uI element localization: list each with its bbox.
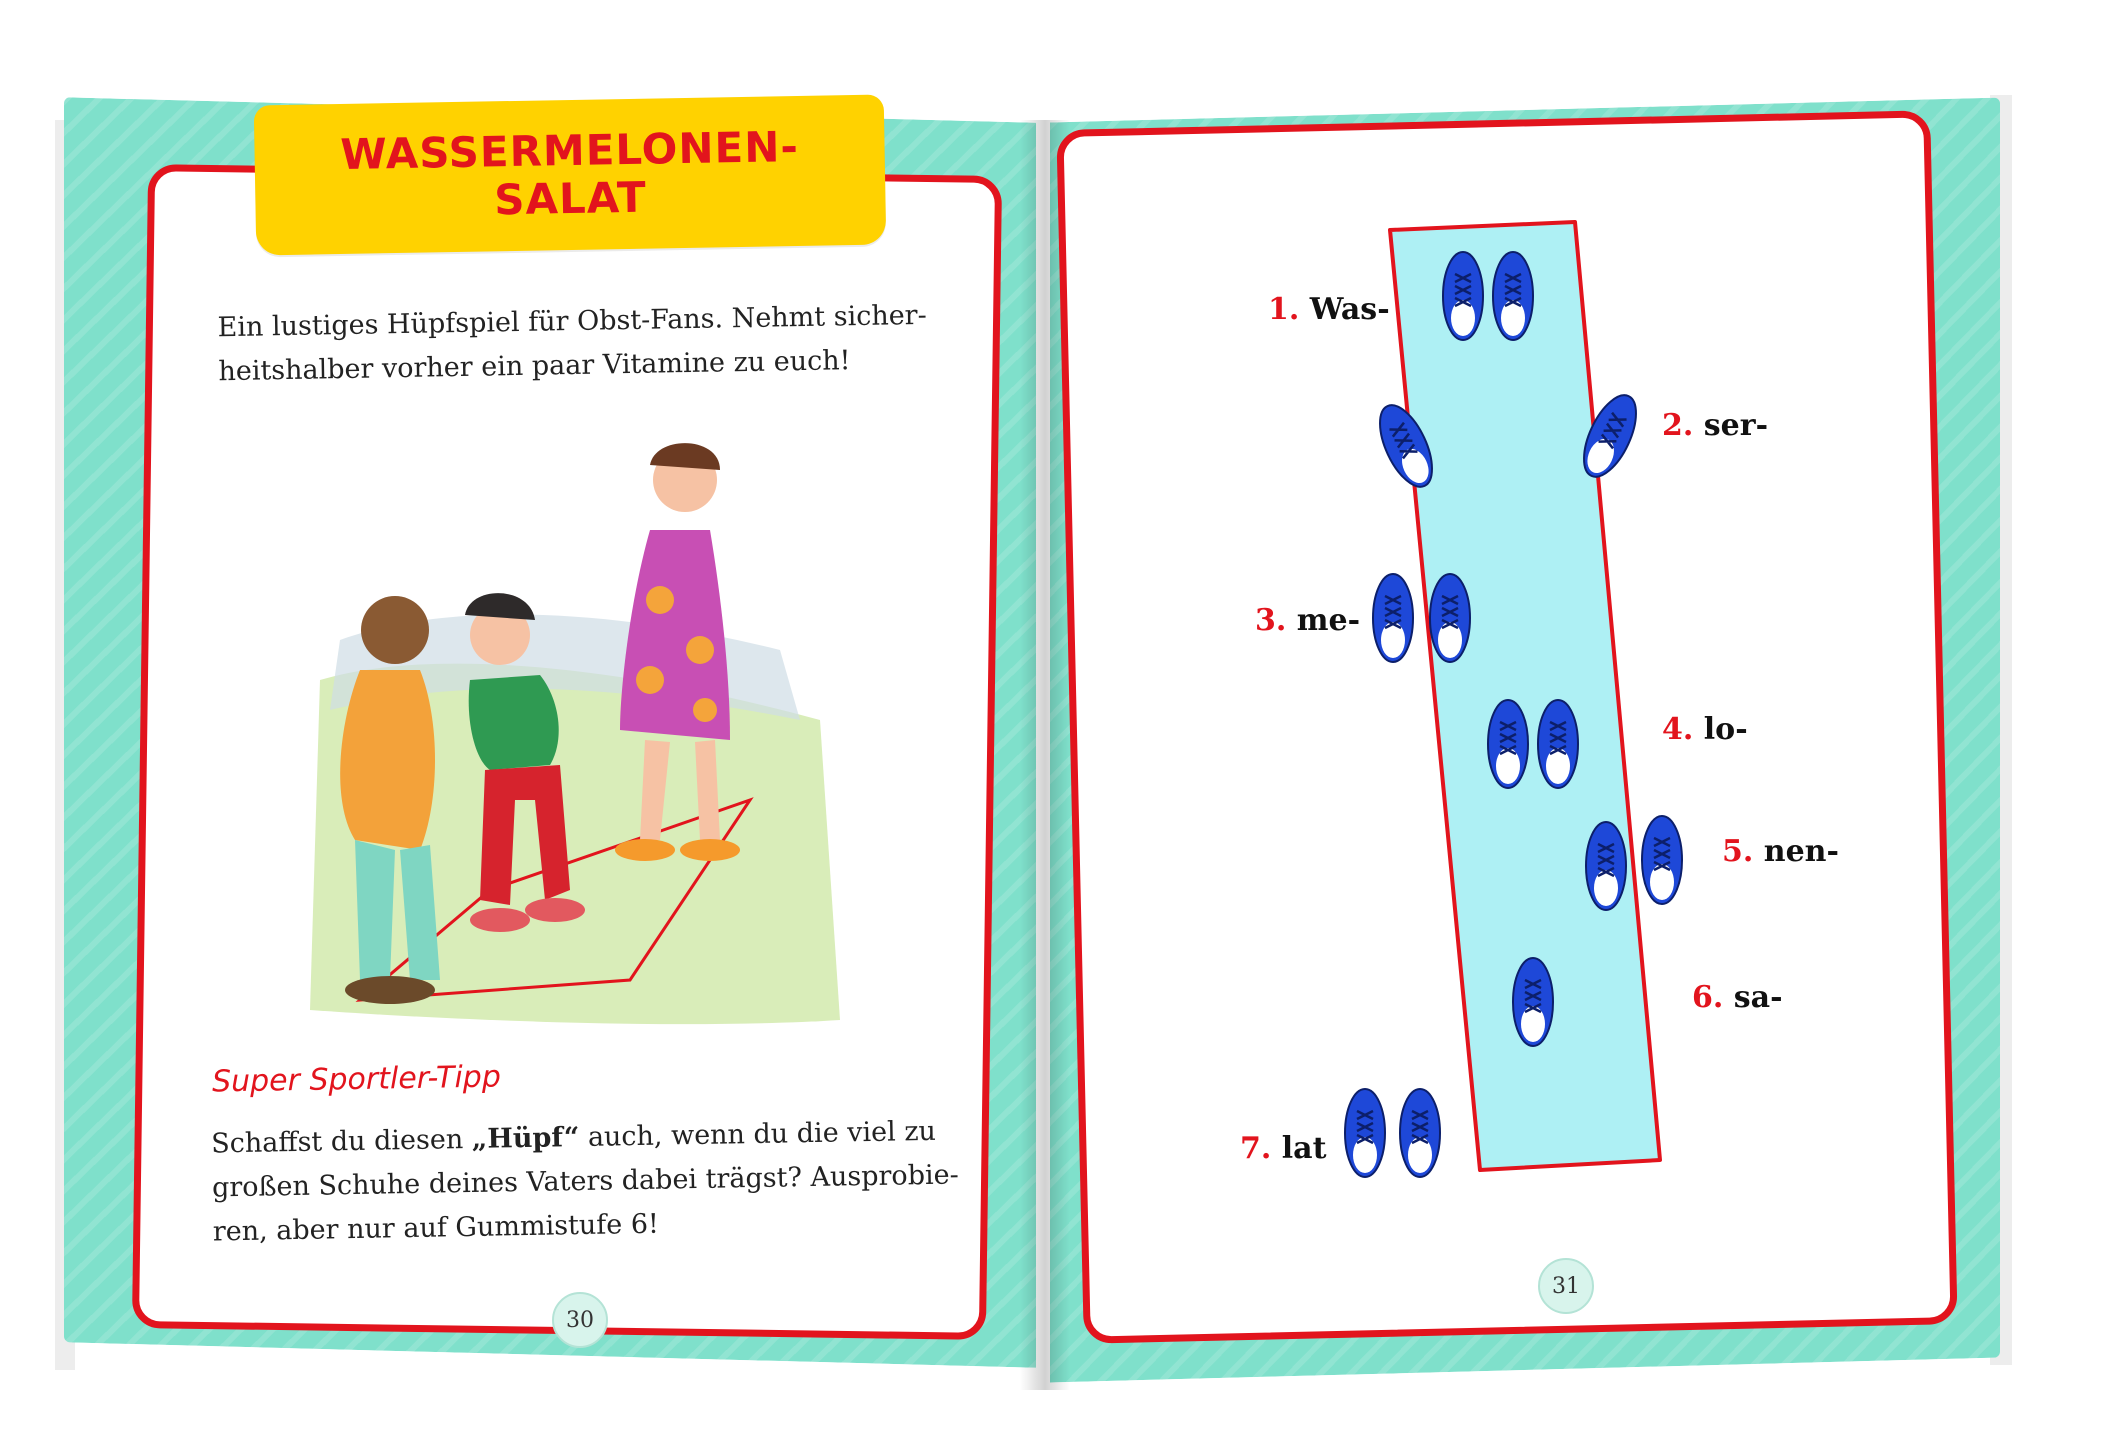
tip-heading: Super Sportler-Tipp (211, 1059, 502, 1100)
tip-line: großen Schuhe deines Vaters dabei trägst? Ausprobie- (211, 1159, 959, 1204)
tip-line: ren, aber nur auf Gummistufe 6! (212, 1208, 660, 1248)
step-syllable: nen- (1763, 834, 1839, 869)
step-syllable: Was- (1309, 292, 1390, 327)
step-syllable: lat (1281, 1131, 1327, 1166)
shoe-icon (1400, 1089, 1440, 1177)
shoe-icon (1573, 388, 1646, 485)
step-number: 2. (1662, 408, 1694, 443)
tip-hupf-bold: „Hüpf“ (471, 1122, 580, 1155)
step-number: 4. (1662, 712, 1694, 747)
intro-line: heitshalber vorher ein paar Vitamine zu euch! (218, 345, 851, 388)
step-label-5 (1722, 834, 1839, 869)
page-number-left: 30 (552, 1292, 608, 1348)
page-title-line2: SALAT (493, 172, 648, 225)
shoe-icon (1430, 574, 1470, 662)
shoe-icon (1538, 700, 1578, 788)
shoe-icon (1493, 252, 1533, 340)
step-number: 6. (1692, 980, 1724, 1015)
shoe-icon (1642, 816, 1682, 904)
step-number: 3. (1255, 603, 1287, 638)
page-number-right: 31 (1538, 1258, 1594, 1314)
step-syllable: ser- (1703, 408, 1769, 443)
step-label-4 (1662, 712, 1748, 747)
intro-line: Ein lustiges Hüpfspiel für Obst-Fans. Nehmt sicher- (217, 299, 927, 344)
step-label-3 (1255, 603, 1360, 638)
step-number: 5. (1722, 834, 1754, 869)
tip-line1-start: Schaffst du diesen (211, 1123, 473, 1160)
shoe-icon (1443, 252, 1483, 340)
step-syllable: me- (1296, 603, 1361, 638)
step-number: 1. (1268, 292, 1300, 327)
shoe-icon (1513, 958, 1553, 1046)
step-label-6 (1692, 980, 1783, 1015)
shoe-icon (1586, 822, 1626, 910)
shoe-icon (1373, 574, 1413, 662)
step-syllable: sa- (1733, 980, 1783, 1015)
step-syllable: lo- (1703, 712, 1748, 747)
shoe-icon (1345, 1089, 1385, 1177)
page-title-line1: WASSERMELONEN- (339, 122, 800, 180)
shoe-icon (1488, 700, 1528, 788)
shoe-icon (1369, 398, 1442, 495)
step-number: 7. (1240, 1131, 1272, 1166)
step-label-7 (1240, 1131, 1326, 1166)
step-label-2 (1662, 408, 1768, 443)
tip-line1-end: auch, wenn du die viel zu (579, 1115, 937, 1154)
step-label-1 (1268, 292, 1390, 327)
